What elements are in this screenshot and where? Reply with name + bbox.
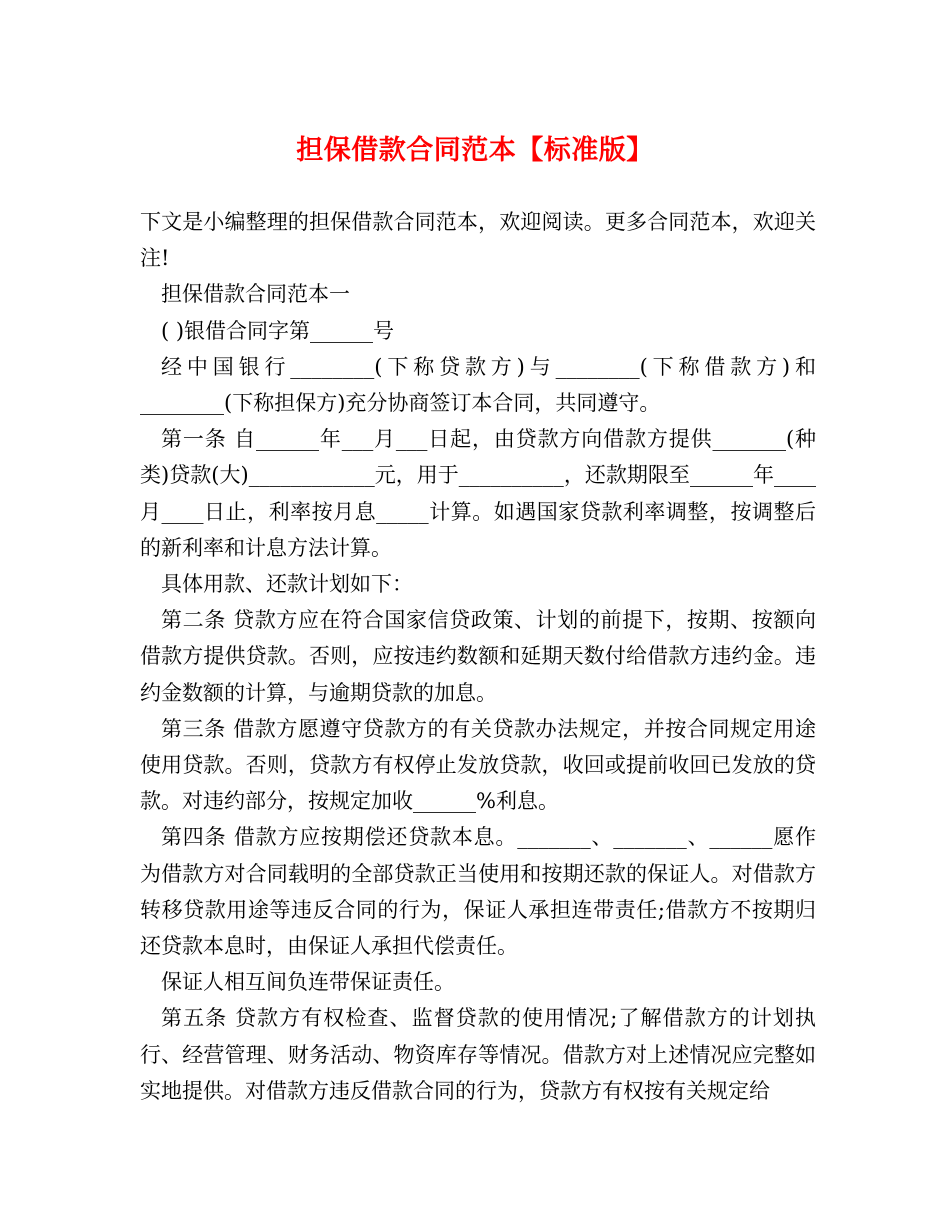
article-2-paragraph: 第二条 贷款方应在符合国家信贷政策、计划的前提下，按期、按额向借款方提供贷款。否则，应按违约数额和延期天数付给借款方违约金。违约金数额的计算，与逾期贷款的加息。 bbox=[140, 608, 816, 705]
article-5-paragraph: 第五条 贷款方有权检查、监督贷款的使用情况;了解借款方的计划执行、经营管理、财务活动、物资库存等情况。借款方对上述情况应完整如实地提供。对借款方违反借款合同的行为，贷款方有权按有关规定给 bbox=[140, 1006, 816, 1103]
parties-paragraph: 经中国银行________(下称贷款方)与________(下称借款方)和________(下称担保方)充分协商签订本合同，共同遵守。 bbox=[140, 354, 816, 416]
article-4-paragraph: 第四条 借款方应按期偿还贷款本息。_______、_______、______愿作为借款方对合同载明的全部贷款正当使用和按期还款的保证人。对借款方转移贷款用途等违反合同的行为，保证人承担连带责任;借款方不按期归还贷款本息时，由保证人承担代偿责任。 bbox=[140, 825, 816, 959]
article-3-paragraph: 第三条 借款方愿遵守贷款方的有关贷款办法规定，并按合同规定用途使用贷款。否则，贷款方有权停止发放贷款，收回或提前收回已发放的贷款。对违约部分，按规定加收______%利息。 bbox=[140, 716, 816, 814]
article-1-paragraph: 第一条 自______年___月___日起，由贷款方向借款方提供_______(种类)贷款(大)____________元，用于__________，还款期限至______年____月____日止，利率按月息_____计算。如遇国家贷款利率调整，按调整后的新利率和计息方法计算。 bbox=[140, 427, 816, 560]
section-heading: 担保借款合同范本一 bbox=[161, 282, 350, 307]
document-title: 担保借款合同范本【标准版】 bbox=[296, 135, 654, 166]
guarantor-liability-line: 保证人相互间负连带保证责任。 bbox=[161, 970, 455, 995]
document-body bbox=[140, 204, 816, 1109]
contract-number-line: ( )银借合同字第______号 bbox=[161, 318, 395, 343]
intro-paragraph: 下文是小编整理的担保借款合同范本，欢迎阅读。更多合同范本，欢迎关注! bbox=[140, 210, 816, 271]
repayment-plan-line: 具体用款、还款计划如下： bbox=[161, 572, 413, 597]
